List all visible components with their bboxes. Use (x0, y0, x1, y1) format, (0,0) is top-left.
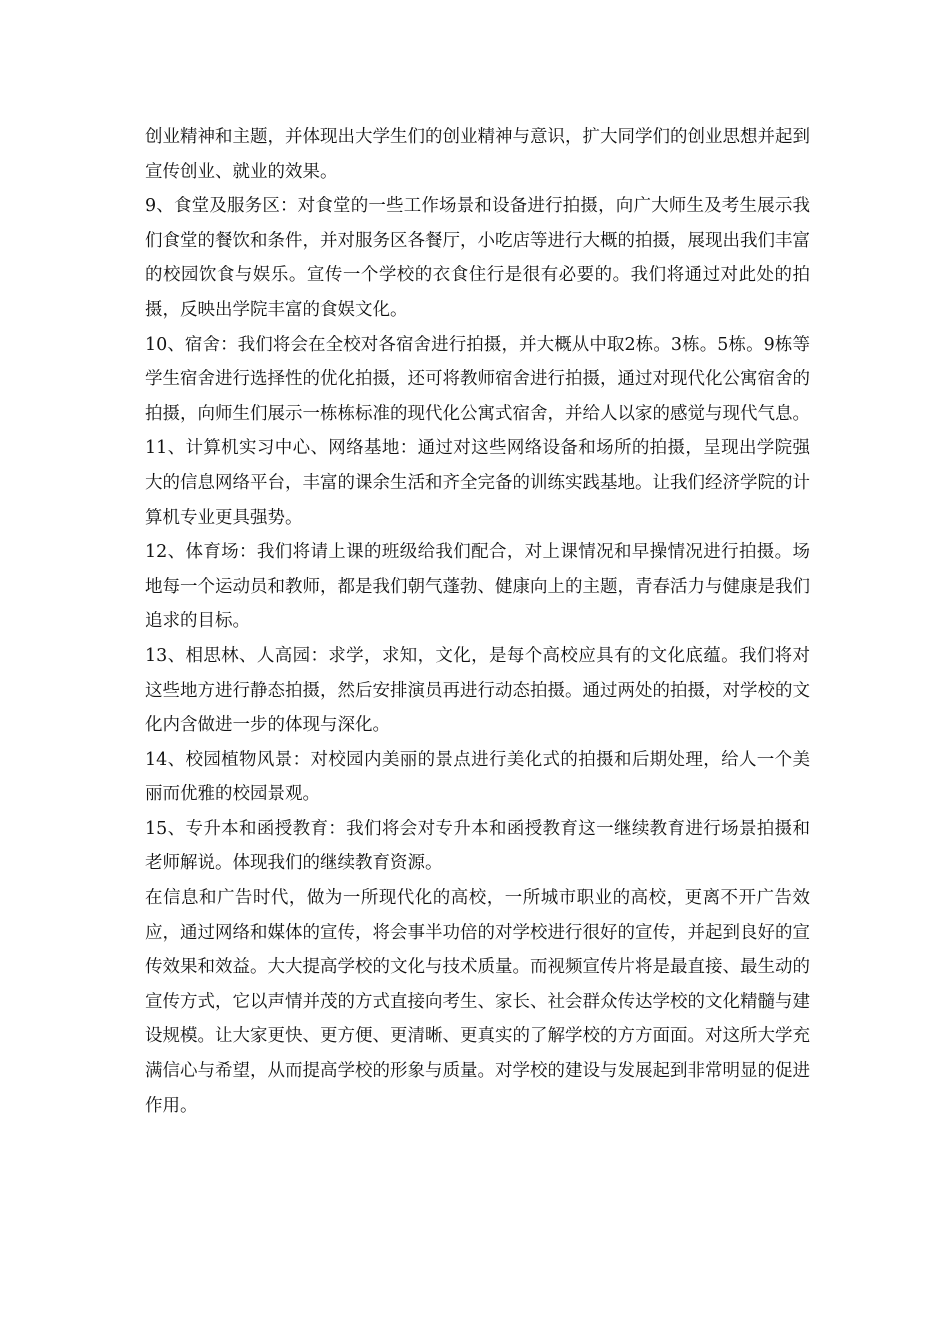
paragraph-conclusion: 在信息和广告时代，做为一所现代化的高校，一所城市职业的高校，更离不开广告效应，通过网络和媒体的宣传，将会事半功倍的对学校进行很好的宣传，并起到良好的宣传效果和效益。大大提高学校的文化与技术质量。而视频宣传片将是最直接、最生动的宣传方式，它以声情并茂的方式直接向考生、家长、社会群众传达学校的文化精髓与建设规模。让大家更快、更方便、更清晰、更真实的了解学校的方方面面。对这所大学充满信心与希望，从而提高学校的形象与质量。对学校的建设与发展起到非常明显的促进作用。 (145, 888, 810, 1116)
paragraph-campus-scenery: 14、校园植物风景：对校园内美丽的景点进行美化式的拍摄和后期处理，给人一个美丽而优雅的校园景观。 (145, 749, 810, 805)
paragraph-canteen-service-area: 9、食堂及服务区：对食堂的一些工作场景和设备进行拍摄，向广大师生及考生展示我们食堂的餐饮和条件，并对服务区各餐厅，小吃店等进行大概的拍摄，展现出我们丰富的校园饮食与娱乐。宣传一个学校的衣食住行是很有必要的。我们将通过对此处的拍摄，反映出学院丰富的食娱文化。 (145, 196, 810, 320)
paragraph-xiangsi-forest: 13、相思林、人高园：求学，求知，文化，是每个高校应具有的文化底蕴。我们将对这些地方进行静态拍摄，然后安排演员再进行动态拍摄。通过两处的拍摄，对学校的文化内含做进一步的体现与深化。 (145, 645, 810, 736)
paragraph-entrepreneurship-continued: 创业精神和主题，并体现出大学生们的创业精神与意识，扩大同学们的创业思想并起到宣传创业、就业的效果。 (145, 127, 810, 182)
paragraph-computer-center: 11、计算机实习中心、网络基地：通过对这些网络设备和场所的拍摄，呈现出学院强大的信息网络平台，丰富的课余生活和齐全完备的训练实践基地。让我们经济学院的计算机专业更具强势。 (145, 438, 810, 528)
paragraph-continuing-education: 15、专升本和函授教育：我们将会对专升本和函授教育这一继续教育进行场景拍摄和老师解说。体现我们的继续教育资源。 (145, 818, 810, 874)
paragraph-stadium: 12、体育场：我们将请上课的班级给我们配合，对上课情况和早操情况进行拍摄。场地每一个运动员和教师，都是我们朝气蓬勃、健康向上的主题，青春活力与健康是我们追求的目标。 (145, 542, 810, 632)
document-page (145, 120, 810, 1123)
paragraph-dormitory: 10、宿舍：我们将会在全校对各宿舍进行拍摄，并大概从中取2栋。3栋。5栋。9栋等学生宿舍进行选择性的优化拍摄，还可将教师宿舍进行拍摄，通过对现代化公寓宿舍的拍摄，向师生们展示一栋栋标准的现代化公寓式宿舍，并给人以家的感觉与现代气息。 (145, 334, 810, 424)
